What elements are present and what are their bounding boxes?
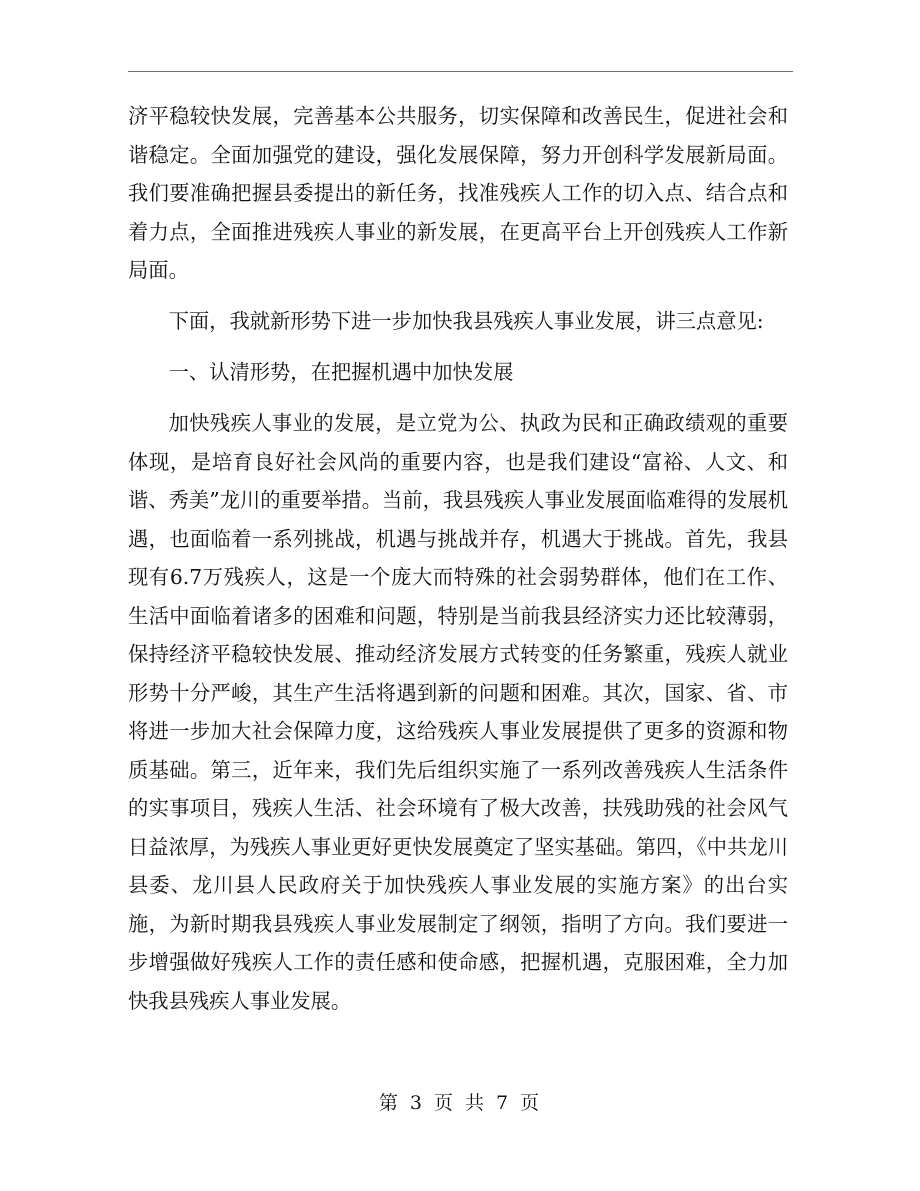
paragraph-body: 加快残疾人事业的发展，是立党为公、执政为民和正确政绩观的重要体现，是培育良好社会风尚的重要内容，也是我们建设“富裕、人文、和谐、秀美”龙川的重要举措。当前，我县残疾人事业发展面临难得的发展机遇，也面临着一系列挑战，机遇与挑战并存，机遇大于挑战。首先，我县现有6.7万残疾人，这是一个庞大而特殊的社会弱势群体，他们在工作、生活中面临着诸多的困难和问题，特别是当前我县经济实力还比较薄弱，保持经济平稳较快发展、推动经济发展方式转变的任务繁重，残疾人就业形势十分严峻，其生产生活将遇到新的问题和困难。其次，国家、省、市将进一步加大社会保障力度，这给残疾人事业发展提供了更多的资源和物质基础。第三，近年来，我们先后组织实施了一系列改善残疾人生活条件的实事项目，残疾人生活、社会环境有了极大改善，扶残助残的社会风气日益浓厚，为残疾人事业更好更快发展奠定了坚实基础。第四，《中共龙川县委、龙川县人民政府关于加快残疾人事业发展的实施方案》的出台实施，为新时期我县残疾人事业发展制定了纲领，指明了方向。我们要进一步增强做好残疾人工作的责任感和使命感，把握机遇，克服困难，全力加快我县残疾人事业发展。: [128, 411, 788, 1013]
document-body: [128, 97, 788, 1020]
paragraph-intro: 下面，我就新形势下进一步加快我县残疾人事业发展，讲三点意见:: [168, 309, 764, 333]
header-rule: [128, 71, 793, 72]
paragraph-gap: [128, 341, 788, 354]
page-number: 第 3 页 共 7 页: [378, 1092, 542, 1114]
paragraph-continued: 济平稳较快发展，完善基本公共服务，切实保障和改善民生，促进社会和谐稳定。全面加强党的建设，强化发展保障，努力开创科学发展新局面。我们要准确把握县委提出的新任务，找准残疾人工作的切入点、结合点和着力点，全面推进残疾人事业的新发展，在更高平台上开创残疾人工作新局面。: [128, 104, 788, 282]
paragraph-gap: [128, 290, 788, 303]
paragraph-gap: [128, 392, 788, 405]
section-heading: 一、认清形势，在把握机遇中加快发展: [168, 360, 514, 384]
